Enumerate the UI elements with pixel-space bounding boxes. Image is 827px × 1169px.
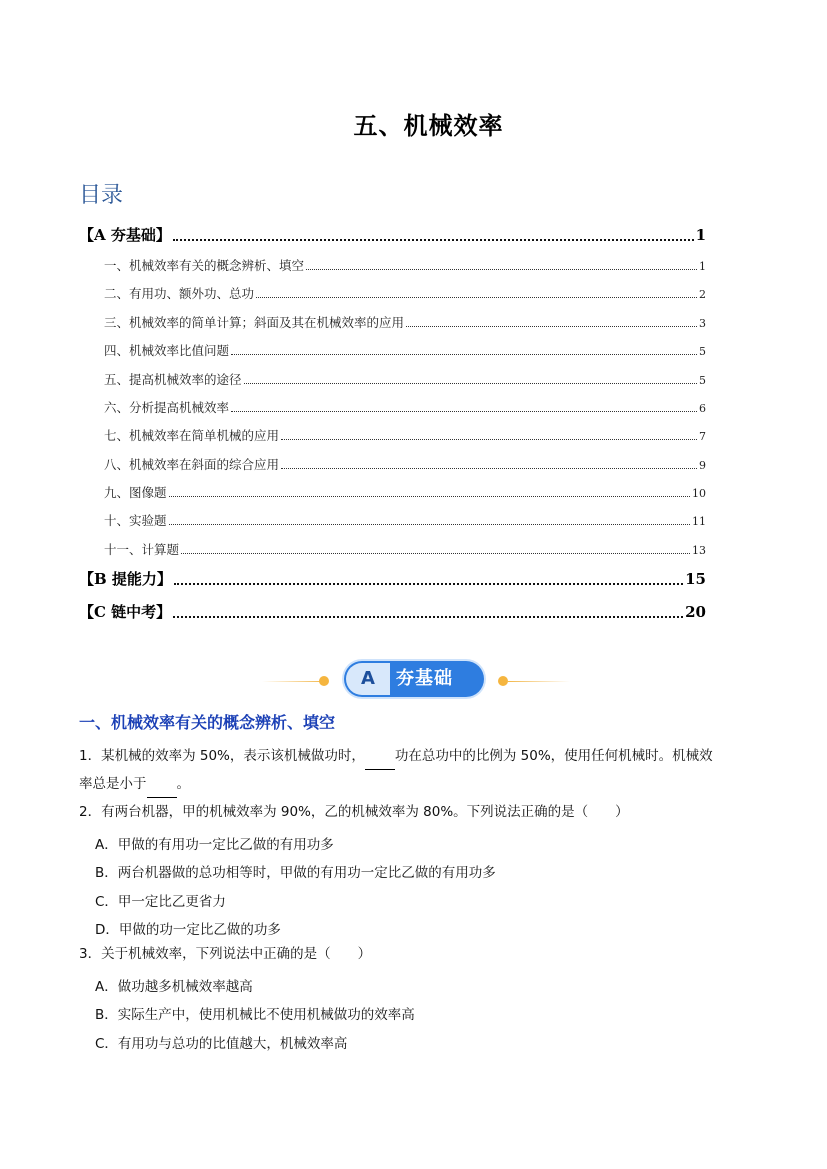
toc-entry-label: 四、机械效率比值问题	[104, 343, 230, 358]
section-banner	[262, 660, 572, 700]
toc-entry[interactable]	[104, 256, 706, 274]
toc-leader-dots	[173, 607, 683, 618]
toc-entry-page: 1	[695, 226, 706, 244]
question-1-part1: 1．某机械的效率为 50%，表示该机械做功时，	[79, 748, 365, 764]
toc-leader-dots	[173, 230, 694, 241]
toc-entry[interactable]	[104, 511, 706, 529]
section-title: 一、机械效率有关的概念辨析、填空	[79, 713, 336, 732]
toc-entry[interactable]	[104, 313, 706, 331]
toc-entry[interactable]	[104, 284, 706, 302]
page-title: 五、机械效率	[353, 112, 504, 140]
toc-entry-label: 二、有用功、额外功、总功	[104, 286, 255, 301]
banner-dot-right	[498, 676, 508, 686]
question-2-option-c: C．甲一定比乙更省力	[95, 894, 226, 910]
toc-leader-dots	[244, 376, 697, 385]
toc-entry-label: 十一、计算题	[104, 542, 180, 557]
toc-entry-page: 7	[699, 430, 706, 443]
toc-entry-label: 十、实验题	[104, 513, 167, 528]
question-1-part4: 。	[176, 776, 190, 792]
banner-letter: A	[346, 663, 390, 695]
toc-leader-dots	[406, 319, 697, 328]
toc-entry-label: 【A 夯基础】	[79, 226, 171, 244]
question-2-option-a: A．甲做的有用功一定比乙做的有用功多	[95, 837, 334, 853]
toc-entry-label: 六、分析提高机械效率	[104, 400, 230, 415]
toc-entry-page: 13	[692, 544, 706, 557]
answer-blank	[147, 784, 177, 799]
toc-entry-page: 5	[699, 345, 706, 358]
toc-entry-page: 6	[699, 402, 706, 415]
banner-line-right	[508, 681, 570, 682]
toc-entry[interactable]	[104, 370, 706, 388]
toc-entry-page: 5	[699, 374, 706, 387]
toc-entry[interactable]	[104, 455, 706, 473]
toc-entry-label: 九、图像题	[104, 485, 167, 500]
question-1-part3: 率总是小于	[79, 776, 147, 792]
toc-leader-dots	[169, 489, 690, 498]
answer-blank	[365, 756, 395, 771]
question-2-option-d: D．甲做的功一定比乙做的功多	[95, 922, 281, 938]
toc-entry-page: 2	[699, 288, 706, 301]
question-3-option-b: B．实际生产中，使用机械比不使用机械做功的效率高	[95, 1007, 415, 1023]
toc-entry[interactable]	[79, 601, 706, 622]
banner-dot-left	[319, 676, 329, 686]
toc-leader-dots	[231, 404, 697, 413]
question-2-option-b: B．两台机器做的总功相等时，甲做的有用功一定比乙做的有用功多	[95, 865, 496, 881]
toc-leader-dots	[169, 517, 690, 526]
banner-line-left	[262, 681, 324, 682]
question-3-stem: 3．关于机械效率，下列说法中正确的是（ ）	[79, 946, 372, 962]
toc-entry-page: 9	[699, 459, 706, 472]
toc-heading: 目录	[79, 183, 124, 208]
toc-entry[interactable]	[104, 426, 706, 444]
toc-leader-dots	[181, 546, 690, 555]
toc-entry-label: 五、提高机械效率的途径	[104, 372, 242, 387]
toc-entry-page: 10	[692, 487, 706, 500]
toc-entry-page: 20	[685, 603, 706, 621]
toc-entry-label: 八、机械效率在斜面的综合应用	[104, 457, 280, 472]
toc-entry[interactable]	[79, 568, 706, 589]
toc-leader-dots	[306, 262, 697, 271]
question-3-option-a: A．做功越多机械效率越高	[95, 979, 253, 995]
toc-entry-page: 3	[699, 317, 706, 330]
toc-entry[interactable]	[79, 224, 706, 245]
toc-entry-label: 三、机械效率的简单计算；斜面及其在机械效率的应用	[104, 315, 405, 330]
toc-entry-label: 七、机械效率在简单机械的应用	[104, 428, 280, 443]
toc-leader-dots	[174, 574, 683, 585]
toc-entry[interactable]	[104, 540, 706, 558]
banner-pill	[344, 661, 484, 697]
toc-leader-dots	[281, 432, 697, 441]
question-1	[79, 742, 759, 798]
toc-leader-dots	[231, 347, 697, 356]
question-3-option-c: C．有用功与总功的比值越大，机械效率高	[95, 1036, 348, 1052]
toc-entry-page: 1	[699, 260, 706, 273]
toc-leader-dots	[281, 461, 697, 470]
toc-entry-label: 【C 链中考】	[79, 603, 172, 621]
toc-entry-label: 一、机械效率有关的概念辨析、填空	[104, 258, 305, 273]
question-1-part2: 功在总功中的比例为 50%，使用任何机械时。机械效	[394, 748, 713, 764]
toc-entry[interactable]	[104, 398, 706, 416]
banner-text: 夯基础	[396, 668, 453, 689]
toc-entry-label: 【B 提能力】	[79, 570, 172, 588]
toc-entry-page: 15	[685, 570, 706, 588]
question-2-stem: 2．有两台机器，甲的机械效率为 90%，乙的机械效率为 80%。下列说法正确的是（ ）	[79, 804, 629, 820]
toc-entry-page: 11	[692, 515, 706, 528]
toc-entry[interactable]	[104, 483, 706, 501]
toc-leader-dots	[256, 290, 697, 299]
toc-entry[interactable]	[104, 341, 706, 359]
